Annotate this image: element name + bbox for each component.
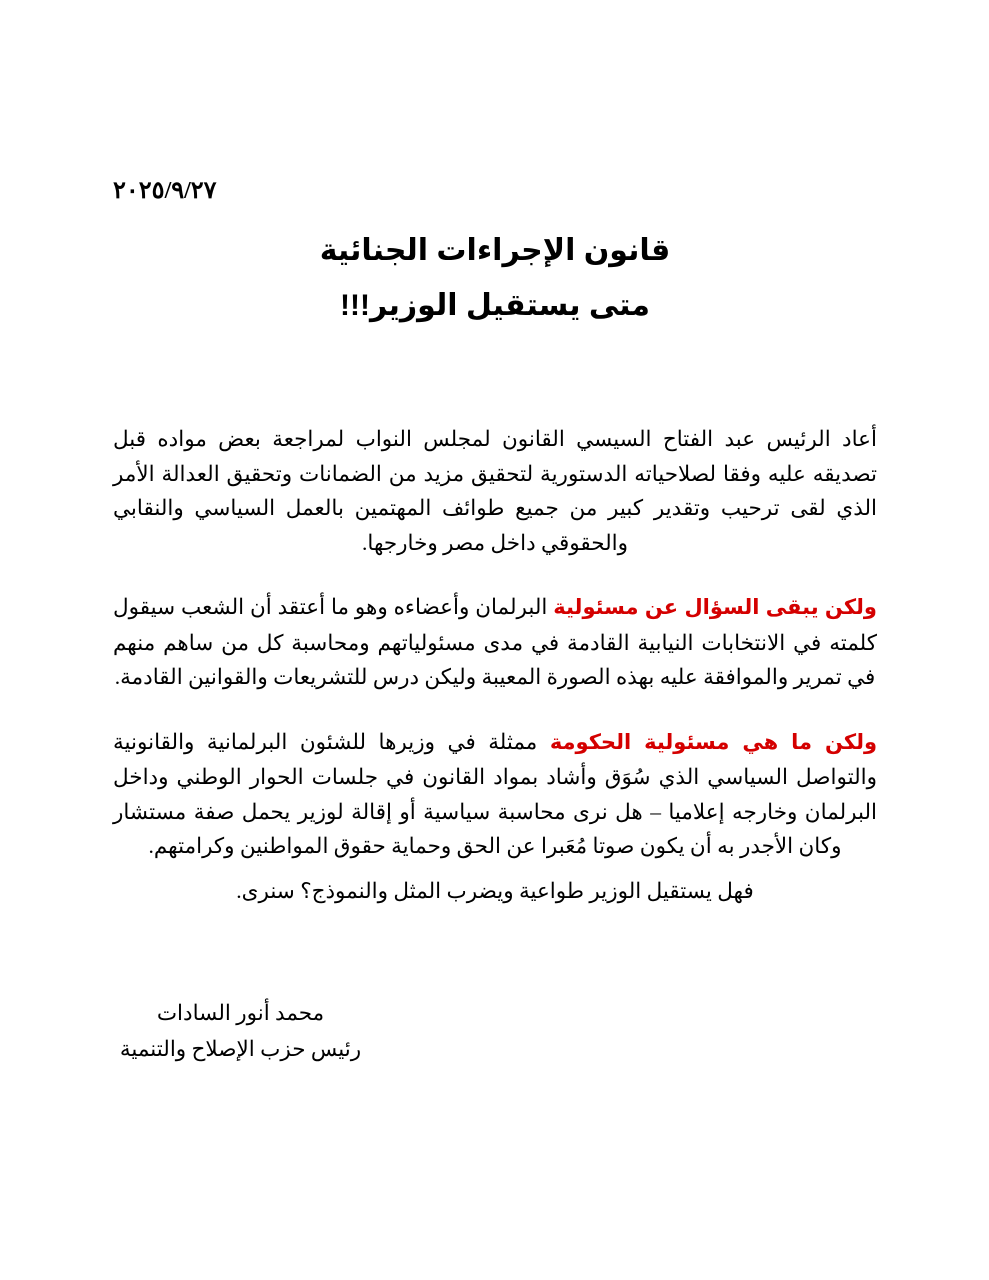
document-date: ٢٠٢٥/٩/٢٧ (113, 178, 217, 204)
paragraph-2-lead: ولكن يبقى السؤال عن مسئولية (553, 596, 877, 619)
signature-name: محمد أنور السادات (156, 1001, 325, 1025)
page-title-line-2: متى يستقيل الوزير!!! (339, 288, 651, 322)
closing-question: فهل يستقيل الوزير طواعية ويضرب المثل والنموذج؟ سنرى. (236, 878, 754, 903)
page-title-line-1: قانون الإجراءات الجنائية (319, 234, 671, 267)
signature-block (113, 995, 368, 1067)
paragraph-3-lead: ولكن ما هي مسئولية الحكومة (549, 730, 878, 754)
document-body (113, 422, 877, 908)
paragraph-1-text: أعاد الرئيس عبد الفتاح السيسي القانون لمجلس النواب لمراجعة بعض مواده قبل تصديقه عليه وفقا لصلاحياته الدستورية لتحقيق مزيد من الضمانات وتحقيق العدالة الأمر الذي لقى ترحيب وتقدير كبير من جميع طوائف المهتمين بالعمل السياسي والنقابي والحقوقي داخل مصر وخارجها. (113, 427, 878, 555)
paragraph-3 (113, 725, 877, 864)
paragraph-3-text: ممثلة في وزيرها للشئون البرلمانية والقانونية والتواصل السياسي الذي سُوَق وأشاد بمواد القانون في جلسات الحوار الوطني وداخل البرلمان وخارجه إعلاميا – هل نرى محاسبة سياسية أو إقالة لوزير يحمل صفة مستشار وكان الأجدر به أن يكون صوتا مُعَبرا عن الحق وحماية حقوق المواطنين وكرامتهم. (113, 729, 877, 858)
signature-title: رئيس حزب الإصلاح والتنمية (119, 1037, 362, 1061)
paragraph-1 (113, 422, 877, 560)
document-title-block (113, 228, 877, 329)
paragraph-2-text: البرلمان وأعضاءه وهو ما أعتقد أن الشعب سيقول كلمته في الانتخابات النيابية القادمة في مدى مسئولياتهم ومحاسبة كل من ساهم منهم في تمرير والموافقة عليه بهذه الصورة المعيبة وليكن درس للتشريعات والقوانين القادمة. (113, 595, 877, 689)
paragraph-2 (113, 590, 877, 695)
